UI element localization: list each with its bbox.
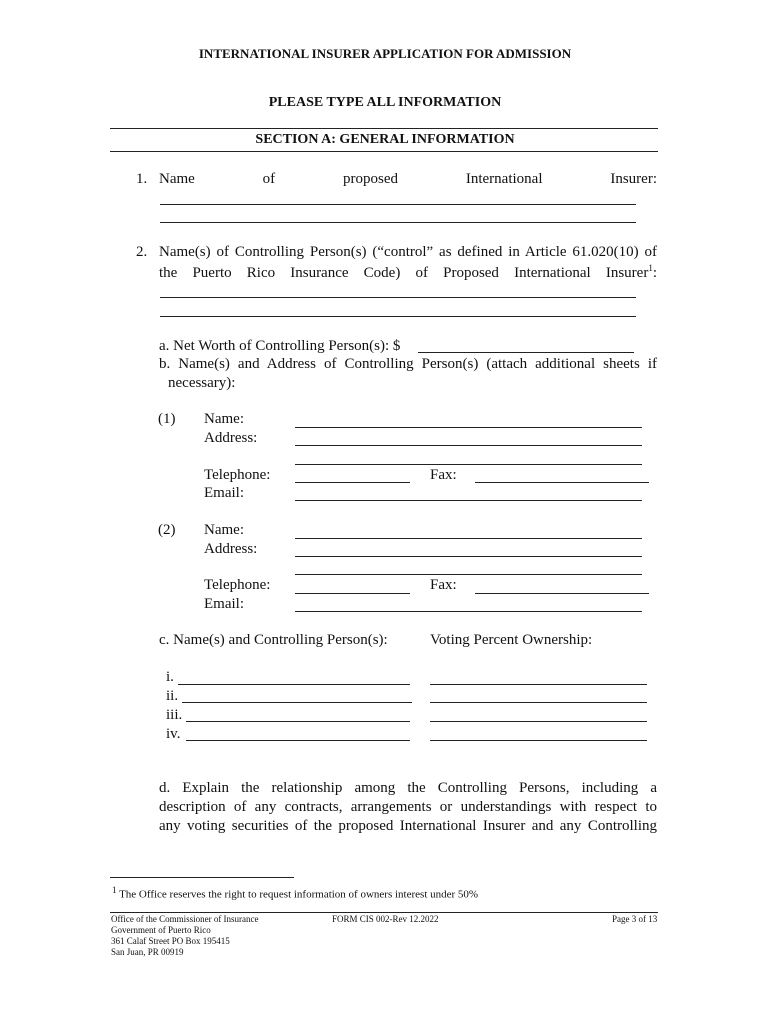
q1-label xyxy=(159,171,657,188)
q2-line-2-text: the Puerto Rico Insurance Code) of Proposed International Insurer xyxy=(159,265,649,281)
section-a-title: SECTION A: GENERAL INFORMATION xyxy=(255,132,515,147)
net-worth-label: a. Net Worth of Controlling Person(s): $ xyxy=(159,338,401,354)
net-worth-field[interactable] xyxy=(418,352,634,353)
person-2-telephone-label: Telephone: xyxy=(204,577,271,593)
q2-answer-line-1[interactable] xyxy=(160,297,636,298)
person-2-email-field[interactable] xyxy=(295,611,642,612)
q1-word: Insurer: xyxy=(610,171,657,187)
part-c-row-label: iv. xyxy=(166,726,181,742)
page-number: Page 3 of 13 xyxy=(612,914,658,924)
q1-word: proposed xyxy=(343,171,399,187)
person-1-name-field[interactable] xyxy=(295,427,642,428)
part-c-row-1-percent-field[interactable] xyxy=(430,684,647,685)
office-address xyxy=(111,914,259,958)
q1-word: of xyxy=(262,171,276,187)
part-c-row-3-percent-field[interactable] xyxy=(430,721,647,722)
section-rule-bottom xyxy=(110,151,658,152)
q1-word: Name xyxy=(159,171,195,187)
q2-answer-line-2[interactable] xyxy=(160,316,636,317)
footnote-reference: 1 xyxy=(648,263,653,273)
person-1-email-field[interactable] xyxy=(295,500,642,501)
person-2-address-field-1[interactable] xyxy=(295,556,642,557)
office-line-2: Government of Puerto Rico xyxy=(111,925,211,935)
form-code: FORM CIS 002-Rev 12.2022 xyxy=(332,914,439,924)
q1-word: International xyxy=(465,171,543,187)
person-2-address-field-2[interactable] xyxy=(295,574,642,575)
q2-line-2-end: : xyxy=(652,265,657,281)
part-c-row-label: iii. xyxy=(166,707,183,723)
person-2-fax-field[interactable] xyxy=(475,593,649,594)
part-c-row-label: i. xyxy=(166,669,174,685)
person-2-telephone-field[interactable] xyxy=(295,593,410,594)
person-2-index: (2) xyxy=(158,522,176,538)
office-line-1: Office of the Commissioner of Insurance xyxy=(111,914,259,924)
type-instruction: PLEASE TYPE ALL INFORMATION xyxy=(268,95,502,110)
footnote-mark: 1 xyxy=(112,885,117,895)
person-1-fax-field[interactable] xyxy=(475,482,649,483)
q1-answer-line-1[interactable] xyxy=(160,204,636,205)
section-rule-top xyxy=(110,128,658,129)
person-1-address-label: Address: xyxy=(204,430,258,446)
q2-line-1: Name(s) of Controlling Person(s) (“control” as defined in Article 61.020(10) of xyxy=(159,244,657,260)
person-1-address-field-1[interactable] xyxy=(295,445,642,446)
q2-line-2 xyxy=(159,263,657,282)
part-c-right-header: Voting Percent Ownership: xyxy=(430,632,593,648)
part-c-row-3-name-field[interactable] xyxy=(186,721,410,722)
footer-rule xyxy=(110,912,658,913)
person-2-name-label: Name: xyxy=(204,522,244,538)
part-b-line-2: necessary): xyxy=(168,375,236,391)
person-1-index: (1) xyxy=(158,411,176,427)
part-c-row-2-percent-field[interactable] xyxy=(430,702,647,703)
person-2-email-label: Email: xyxy=(204,596,244,612)
person-1-telephone-field[interactable] xyxy=(295,482,410,483)
part-c-row-1-name-field[interactable] xyxy=(178,684,410,685)
person-1-email-label: Email: xyxy=(204,485,244,501)
person-1-fax-label: Fax: xyxy=(430,467,457,483)
q1-number: 1. xyxy=(136,171,148,187)
part-b-line-1: b. Name(s) and Address of Controlling Person(s) (attach additional sheets if xyxy=(159,356,657,372)
part-c-row-4-percent-field[interactable] xyxy=(430,740,647,741)
form-title: INTERNATIONAL INSURER APPLICATION FOR ADMISSION xyxy=(198,46,572,61)
q2-number: 2. xyxy=(136,244,148,260)
person-2-fax-label: Fax: xyxy=(430,577,457,593)
q1-answer-line-2[interactable] xyxy=(160,222,636,223)
person-2-address-label: Address: xyxy=(204,541,258,557)
part-c-left-header: c. Name(s) and Controlling Person(s): xyxy=(159,632,388,648)
office-line-3: 361 Calaf Street PO Box 195415 xyxy=(111,936,230,946)
part-d-line-3: any voting securities of the proposed International Insurer and any Controlling xyxy=(159,818,657,834)
part-c-row-4-name-field[interactable] xyxy=(186,740,410,741)
footnote-separator xyxy=(110,877,294,878)
person-1-address-field-2[interactable] xyxy=(295,464,642,465)
footnote-text: The Office reserves the right to request information of owners interest under 50% xyxy=(119,888,479,901)
footnote xyxy=(112,885,478,901)
part-c-row-2-name-field[interactable] xyxy=(182,702,412,703)
person-1-name-label: Name: xyxy=(204,411,244,427)
part-d-line-1: d. Explain the relationship among the Controlling Persons, including a xyxy=(159,780,657,796)
part-c-row-label: ii. xyxy=(166,688,179,704)
part-d-line-2: description of any contracts, arrangements or understandings with respect to xyxy=(159,799,657,815)
office-line-4: San Juan, PR 00919 xyxy=(111,947,184,957)
person-2-name-field[interactable] xyxy=(295,538,642,539)
person-1-telephone-label: Telephone: xyxy=(204,467,271,483)
